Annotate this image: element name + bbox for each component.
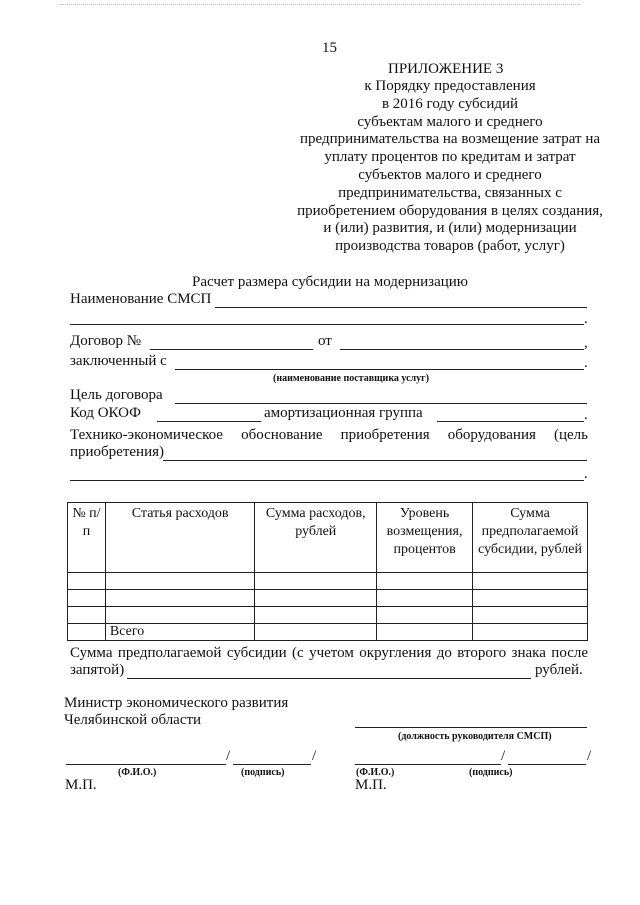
subtitle-line: к Порядку предоставления bbox=[364, 78, 536, 94]
slash-separator: / bbox=[312, 748, 317, 764]
table-row bbox=[68, 607, 588, 624]
table-cell[interactable] bbox=[377, 590, 473, 607]
table-row bbox=[68, 573, 588, 590]
summary-suffix: рублей. bbox=[535, 662, 583, 678]
cost-table bbox=[67, 502, 588, 641]
supplier-caption: (наименование поставщика услуг) bbox=[273, 373, 430, 384]
amort-field[interactable] bbox=[437, 421, 584, 422]
smsp-position-field[interactable] bbox=[355, 727, 587, 728]
scan-noise bbox=[60, 4, 580, 5]
page-number: 15 bbox=[322, 40, 337, 56]
table-cell[interactable] bbox=[377, 573, 473, 590]
justification-label-end: приобретения) bbox=[70, 444, 165, 460]
col-header-expense-item: Статья расходов bbox=[105, 503, 255, 573]
total-expense-cell[interactable] bbox=[255, 624, 377, 641]
summary-prefix: запятой) bbox=[70, 662, 125, 678]
form-title: Расчет размера субсидии на модернизацию bbox=[192, 274, 468, 290]
head-signature-field[interactable] bbox=[508, 764, 586, 765]
period-mark: . bbox=[584, 311, 588, 327]
purpose-label: Цель договора bbox=[70, 387, 163, 403]
head-fio-field[interactable] bbox=[355, 764, 501, 765]
supplier-field[interactable] bbox=[175, 369, 584, 370]
smsp-name-field[interactable] bbox=[215, 307, 587, 308]
table-cell[interactable] bbox=[68, 607, 106, 624]
table-cell[interactable] bbox=[255, 607, 377, 624]
contract-label: Договор № bbox=[70, 333, 142, 349]
fio-caption: (Ф.И.О.) bbox=[356, 767, 395, 778]
table-cell[interactable] bbox=[68, 573, 106, 590]
contract-number-field[interactable] bbox=[150, 349, 313, 350]
table-cell[interactable] bbox=[105, 590, 255, 607]
table-cell[interactable] bbox=[68, 590, 106, 607]
period-mark: . bbox=[584, 407, 588, 423]
table-cell[interactable] bbox=[377, 607, 473, 624]
subtitle-line: в 2016 году субсидий bbox=[381, 95, 519, 112]
table-cell[interactable] bbox=[473, 590, 588, 607]
signature-caption: (подпись) bbox=[241, 767, 285, 778]
minister-title: Министр экономического развития bbox=[64, 695, 289, 711]
slash-separator: / bbox=[226, 748, 231, 764]
contract-date-field[interactable] bbox=[340, 349, 584, 350]
col-header-subsidy-sum: Сумма предполагаемой субсидии, рублей bbox=[473, 503, 588, 573]
amort-label: амортизационная группа bbox=[264, 405, 423, 421]
slash-separator: / bbox=[501, 748, 506, 764]
col-header-number: № п/п bbox=[68, 503, 106, 573]
table-cell[interactable] bbox=[473, 607, 588, 624]
period-mark: . bbox=[584, 355, 588, 371]
table-cell[interactable] bbox=[105, 607, 255, 624]
col-header-reimbursement-level: Уровень возмещения, процентов bbox=[377, 503, 473, 573]
table-cell[interactable] bbox=[255, 590, 377, 607]
table-cell[interactable] bbox=[255, 573, 377, 590]
minister-signature-field[interactable] bbox=[233, 764, 311, 765]
table-cell[interactable] bbox=[473, 573, 588, 590]
position-caption: (должность руководителя СМСП) bbox=[398, 731, 552, 742]
subtitle-line: производства товаров (работ, услуг) bbox=[335, 238, 565, 255]
subtitle-line: и (или) развития, и (или) модернизации bbox=[323, 220, 577, 237]
total-level-cell[interactable] bbox=[377, 624, 473, 641]
summary-text: Сумма предполагаемой субсидии (с учетом округления до второго знака после bbox=[70, 645, 588, 661]
okof-label: Код ОКОФ bbox=[70, 405, 142, 421]
stamp-place: М.П. bbox=[355, 777, 387, 793]
minister-fio-field[interactable] bbox=[66, 764, 226, 765]
table-total-row bbox=[68, 624, 588, 641]
table-header-row bbox=[68, 503, 588, 573]
col-header-expense-sum: Сумма расходов, рублей bbox=[255, 503, 377, 573]
subtitle-line: субъектам малого и среднего bbox=[357, 113, 543, 130]
subtitle-line: предпринимательства на возмещение затрат на bbox=[299, 131, 601, 148]
concluded-label: заключенный с bbox=[70, 353, 167, 369]
smsp-name-label: Наименование СМСП bbox=[70, 291, 212, 307]
smsp-name-field-continued[interactable] bbox=[70, 324, 584, 325]
stamp-place: М.П. bbox=[65, 777, 97, 793]
table-cell[interactable] bbox=[105, 573, 255, 590]
total-subsidy-cell[interactable] bbox=[473, 624, 588, 641]
comma-mark: , bbox=[584, 335, 588, 351]
appendix-title: ПРИЛОЖЕНИЕ 3 bbox=[388, 61, 504, 77]
subtitle-line: приобретением оборудования в целях создания, bbox=[297, 202, 603, 219]
period-mark: . bbox=[584, 466, 588, 482]
appendix-subtitle bbox=[290, 78, 610, 256]
subtitle-line: предпринимательства, связанных с bbox=[338, 184, 562, 201]
justification-label: Технико-экономическое обоснование приобретения оборудования (цель bbox=[70, 427, 588, 443]
subtitle-line: субъектов малого и среднего bbox=[358, 166, 542, 183]
table-cell[interactable] bbox=[68, 624, 106, 641]
fio-caption: (Ф.И.О.) bbox=[118, 767, 157, 778]
signature-caption: (подпись) bbox=[469, 767, 513, 778]
subsidy-amount-field[interactable] bbox=[127, 678, 531, 679]
table-row bbox=[68, 590, 588, 607]
from-label: от bbox=[318, 333, 332, 349]
justification-field[interactable] bbox=[163, 460, 587, 461]
total-label: Всего bbox=[105, 624, 255, 641]
minister-region: Челябинской области bbox=[64, 712, 202, 728]
subtitle-line: уплату процентов по кредитам и затрат bbox=[324, 149, 576, 166]
purpose-field[interactable] bbox=[175, 403, 587, 404]
justification-field-continued[interactable] bbox=[70, 480, 584, 481]
okof-field[interactable] bbox=[157, 421, 261, 422]
slash-separator: / bbox=[587, 748, 592, 764]
